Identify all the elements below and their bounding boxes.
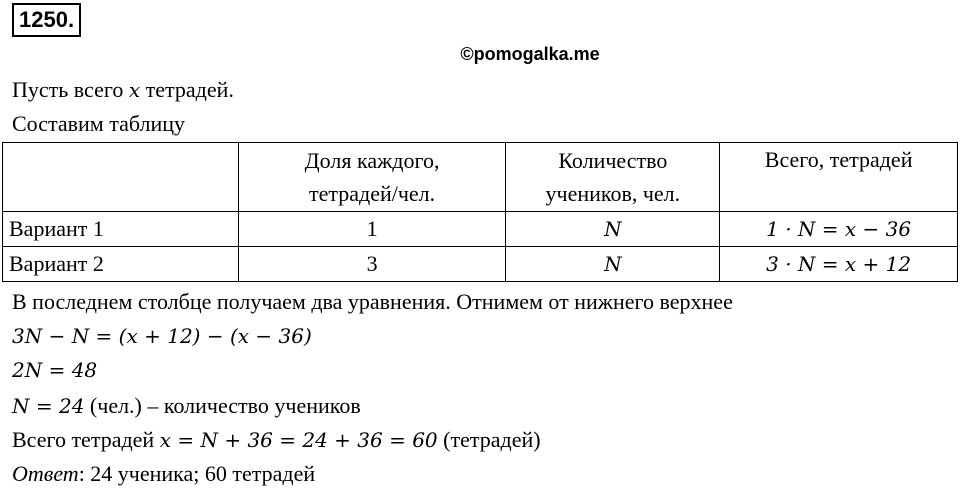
header-count-line2: учеников, чел. xyxy=(545,181,681,206)
table-row xyxy=(3,212,958,247)
row-label: Вариант 2 xyxy=(3,247,239,282)
equation-3-math: N = 24 xyxy=(12,394,85,418)
intro-prefix: Пусть всего xyxy=(12,77,124,102)
problem-number: 1250. xyxy=(12,3,81,37)
equation-2: 2N = 48 xyxy=(12,358,98,382)
intro-variable: x xyxy=(128,78,141,102)
equation-4-math: x = N + 36 = 24 + 36 = 60 xyxy=(159,428,438,452)
intro-suffix: тетрадей. xyxy=(145,77,234,102)
row-share: 3 xyxy=(238,247,506,282)
answer-text: : 24 ученика; 60 тетрадей xyxy=(78,461,316,486)
solution-text: В последнем столбце получаем два уравнения. Отнимем от нижнего верхнее xyxy=(12,289,733,314)
row-share: 1 xyxy=(238,212,506,247)
intro-line-2: Составим таблицу xyxy=(12,111,186,136)
row-total: 1 · N = x − 36 xyxy=(720,212,958,247)
equation-4-text: Всего тетрадей xyxy=(12,427,155,452)
equation-3-text: (чел.) – количество учеников xyxy=(89,393,361,418)
row-count: N xyxy=(506,212,720,247)
watermark: ©pomogalka.me xyxy=(460,44,600,64)
row-count: N xyxy=(506,247,720,282)
row-label: Вариант 1 xyxy=(3,212,239,247)
row-total: 3 · N = x + 12 xyxy=(720,247,958,282)
answer-label: Ответ xyxy=(12,461,79,486)
equation-3 xyxy=(12,392,361,420)
intro-line-1 xyxy=(12,76,234,104)
equation-4 xyxy=(12,426,541,454)
header-share-line1: Доля каждого, xyxy=(304,148,440,173)
data-table xyxy=(2,142,958,282)
header-empty xyxy=(3,143,239,212)
header-count xyxy=(506,143,720,212)
table-row xyxy=(3,247,958,282)
header-total-line1: Всего, тетрадей xyxy=(764,147,913,172)
header-share xyxy=(238,143,506,212)
header-count-line1: Количество xyxy=(558,148,668,173)
table-header-row xyxy=(3,143,958,212)
answer-line xyxy=(12,460,315,488)
equation-4-suffix: (тетрадей) xyxy=(443,427,541,452)
header-total xyxy=(720,143,958,212)
header-share-line2: тетрадей/чел. xyxy=(308,181,436,206)
equation-1: 3N − N = (x + 12) − (x − 36) xyxy=(12,324,312,348)
